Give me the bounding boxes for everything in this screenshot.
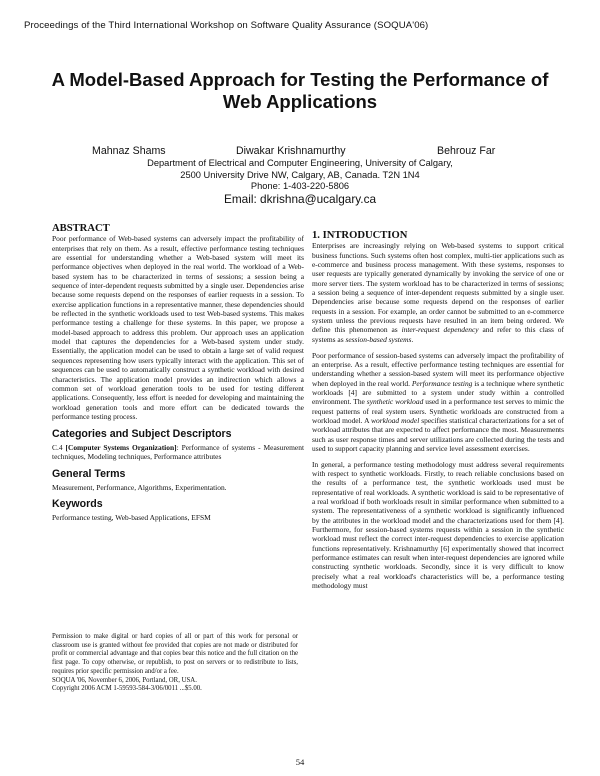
venue-line: SOQUA '06, November 6, 2006, Portland, OR, USA. [52,676,197,684]
copyright-line: Copyright 2006 ACM 1-59593-584-3/06/0011 ...$5.00. [52,685,202,693]
term-performance-testing: Performance testing [411,378,473,388]
term-inter-request-dependency: inter-request dependency [401,325,479,335]
intro-paragraph-2 [312,351,564,454]
abstract-body: Poor performance of Web-based systems can adversely impact the profitability of enterprises that rely on them. As a result, effective performance testing techniques are essential for understanding whether a Web-based system will meet its performance objectives when deployed in the real world. The workload of a Web-based system has to be characterized in terms of sessions; a session being a sequence of inter-dependent requests submitted by a single user. Dependencies arise because some requests depend on the responses of earlier requests in a session. To exercise application functions in a representative manner, these dependencies should be reflected in the synthetic workloads used to test Web-based systems. This makes performance testing a challenge for these systems. In this paper, we propose a model-based approach to address this problem. Our approach uses an application model that captures the dependencies for a Web-based system under study. Essentially, the application model can be used to obtain a large set of valid request sequences representing how users typically interact with the application. This set of sequences can be used to automatically construct a synthetic workload with desired characteristics. The application model provides an indirection which allows a common set of workload generation tools to be used for testing different applications. Consequently, less effort is needed for developing and maintaining the workload generation tools and more effort can be dedicated towards the performance testing process. [52,234,304,421]
intro-p2-text-a: Poor performance of session-based systems can adversely impact the profitability of an enterprise. As a result, effective performance testing techniques are essential for understanding whether a session-based system will meet its performance objective when deployed in the real world. [312,350,564,388]
intro-paragraph-3: In general, a performance testing methodology must address several requirements with respect to synthetic workloads. Firstly, to reach reliable conclusions based on the results of a performance test, the synthetic workloads used must be representative of real workloads. A synthetic workload is said to be representative of a real workload if both workloads result in similar performance when submitted to a system. The representativeness of a synthetic workload is significantly influenced by the attributes in the workload model and the characterizations used for them [4]. Furthermore, for session-based systems requests within a session in the synthetic workload must reflect the correct inter-request dependencies to exercise application functions representatively. Krishnamurthy [6] experimentally showed that incorrect performance estimates can result when inter-request dependencies are ignored while constructing synthetic workloads. Secondly, since it is very difficult to know precisely what a real workload's characteristics will be, a performance testing methodology must [312,459,564,591]
page-number: 54 [295,757,305,767]
phone-number: Phone: 1-403-220-5806 [250,181,350,191]
categories-heading: Categories and Subject Descriptors [52,427,232,440]
term-synthetic-workload: synthetic workload [366,397,424,407]
affiliation-line-2: 2500 University Drive NW, Calgary, AB, Canada. T2N 1N4 [180,169,420,180]
affiliation-line-1: Department of Electrical and Computer Engineering, University of Calgary, [147,158,453,168]
term-workload-model: workload model [371,415,420,425]
intro-p1-text-a: Enterprises are increasingly relying on Web-based systems to support critical business functions. Such systems often host complex, multi-tier applications such as e-commerce and business process management. With these systems, responses to user requests are typically generated dynamically by invoking the service of one or more server tiers. The system workload has to be characterized in terms of sessions; a session being a sequence of inter-dependent requests submitted by a single user. Dependencies arise because some requests depend on the responses of earlier requests in a session. For example, an order cannot be submitted to an e-commerce system unless the previous requests have resulted in an item being ordered. We define this phenomenon as [312,241,564,335]
categories-class: [Computer Systems Organization] [65,442,177,452]
categories-body [52,443,304,462]
general-terms-heading: General Terms [52,467,126,480]
author-3: Behrouz Far [437,145,496,157]
categories-prefix: C.4 [52,442,66,452]
term-session-based-systems: session-based systems [345,334,412,344]
title-line-1: A Model-Based Approach for Testing the Performance of [51,69,549,90]
left-column [52,224,304,529]
author-1: Mahnaz Shams [92,145,166,157]
introduction-heading: 1. INTRODUCTION [312,230,408,241]
categories-rest: : Performance of systems - Measurement techniques, Modeling techniques, Performance attributes [52,442,305,461]
intro-p2-text-b: is a technique where synthetic workloads [4] are submitted to a system under study within a controlled environment. The [312,378,564,407]
permission-text: Permission to make digital or hard copies of all or part of this work for personal or classroom use is granted without fee provided that copies are not made or distributed for profit or commercial advantage and that copies bear this notice and the full citation on the first page. To copy otherwise, or republish, to post on servers or to redistribute to lists, requires prior specific permission and/or a fee. [52,633,298,675]
intro-p2-text-d: specifies statistical characterizations for a set of workload attributes that are expected to affect performance the most. Measurements such as user response times and server utilizations are collected during the tests and used to support capacity planning and service level assessment exercises. [312,415,564,453]
right-column [312,231,564,597]
paper-title [40,69,560,113]
abstract-heading: ABSTRACT [52,223,110,234]
copyright-notice [52,633,298,694]
contact-email: Email: dkrishna@ucalgary.ca [223,192,377,206]
intro-paragraph-1 [312,241,564,344]
title-line-2: Web Applications [222,91,378,112]
general-terms-body: Measurement, Performance, Algorithms, Experimentation. [52,482,227,492]
proceedings-header: Proceedings of the Third International Workshop on Software Quality Assurance (SOQUA'06) [24,20,429,31]
author-2: Diwakar Krishnamurthy [236,145,346,157]
keywords-body: Performance testing, Web-based Applications, EFSM [52,513,211,523]
keywords-heading: Keywords [52,498,103,511]
intro-p1-text-c: . [411,334,414,344]
intro-p1-text-b: and refer to this class of systems as [312,325,564,344]
intro-p2-text-c: used in a performance test serves to mimic the request patterns of real system users. Synthetic workloads are constructed from a workload model. A [312,397,564,425]
